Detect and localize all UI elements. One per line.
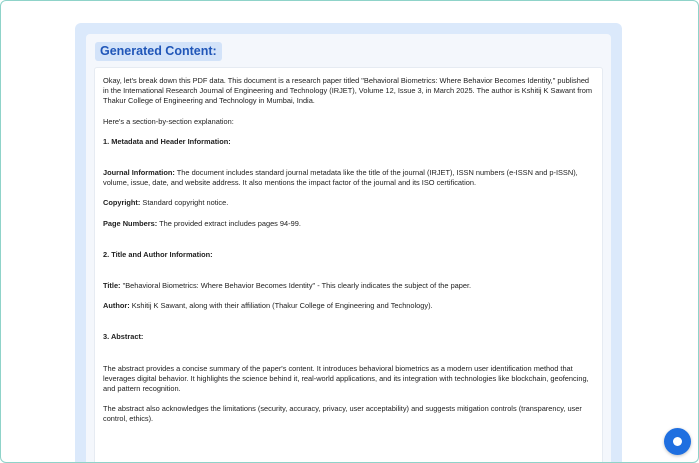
generated-content-body[interactable]: [94, 67, 603, 463]
journal-info-text: The document includes standard journal metadata like the title of the journal (IRJET), ISSN numbers (e-ISSN and p-ISSN), volume, issue, date, and website address. It also mentions the impact factor of the journal and its ISO certification.: [103, 168, 578, 188]
page-numbers-text: The provided extract includes pages 94-99.: [157, 218, 301, 228]
section-intro: Here's a section-by-section explanation:: [103, 116, 234, 126]
copyright-paragraph: [103, 198, 594, 208]
page-numbers-paragraph: [103, 219, 594, 229]
journal-info-label: Journal Information:: [103, 168, 175, 178]
copyright-text: Standard copyright notice.: [140, 198, 229, 208]
heading-badge: [95, 42, 222, 61]
title-text: "Behavioral Biometrics: Where Behavior Becomes Identity" - This clearly indicates the subject of the paper.: [120, 281, 472, 291]
generated-content-heading: Generated Content:: [100, 44, 217, 58]
title-label: Title:: [103, 281, 121, 291]
section-1-title: 1. Metadata and Header Information:: [103, 136, 231, 146]
page-numbers-label: Page Numbers:: [103, 218, 158, 228]
generated-content-panel: [86, 34, 611, 463]
abstract-paragraph-1: The abstract provides a concise summary of the paper's content. It introduces behavioral biometrics as a modern user identification method that leverages digital behavior. It highlights the science behind it, real-world applications, and its integration with technologies like blockchain, geofencing, and pattern recognition.: [103, 363, 589, 394]
journal-info-paragraph: [103, 168, 594, 188]
author-text: Kshitij K Sawant, along with their affiliation (Thakur College of Engineering and Technology).: [129, 301, 433, 311]
copyright-label: Copyright:: [103, 198, 141, 208]
author-paragraph: [103, 301, 594, 311]
intro-paragraph: Okay, let's break down this PDF data. This document is a research paper titled "Behavioral Biometrics: Where Behavior Becomes Identity," published in the International Research Journal of Engineering and Technology (IRJET), Volume 12, Issue 3, in March 2025. The author is Kshitij K Sawant from Thakur College of Engineering and Technology in Mumbai, India.: [103, 76, 593, 106]
section-3-title: 3. Abstract:: [103, 332, 144, 342]
chat-launcher-button[interactable]: [664, 428, 691, 455]
section-2-title: 2. Title and Author Information:: [103, 249, 213, 259]
generated-content-card: [75, 23, 622, 463]
abstract-paragraph-2: The abstract also acknowledges the limitations (security, accuracy, privacy, user acceptability) and suggests mitigation controls (transparency, user control, ethics).: [103, 404, 582, 424]
chat-bubble-icon: [673, 437, 682, 446]
title-paragraph: [103, 281, 594, 291]
author-label: Author:: [103, 301, 130, 311]
